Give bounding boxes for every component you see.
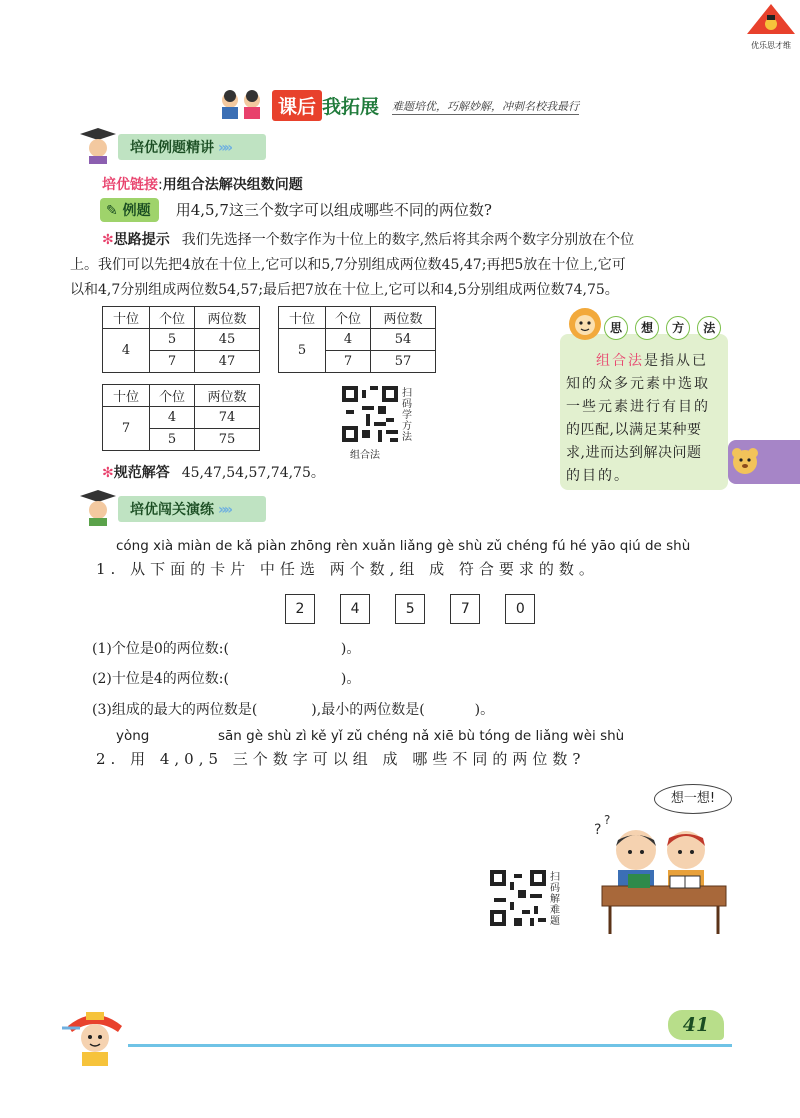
table-cell: 74 xyxy=(195,407,260,429)
q1-pinyin: cóng xià miàn de kǎ piàn zhōng rèn xuǎn liǎng gè shù zǔ chéng fú hé yāo qiú de shù xyxy=(116,538,691,554)
hint-line1: 我们先选择一个数字作为十位上的数字,然后将其余两个数字分别放在个位 xyxy=(181,232,635,248)
method-line: 的目的。 xyxy=(566,468,630,484)
link-text: 用组合法解决组数问题 xyxy=(162,177,303,193)
table-cell: 54 xyxy=(371,329,436,351)
bear-face-icon xyxy=(730,446,760,476)
method-title xyxy=(604,316,721,340)
section1-title: 培优例题精讲 xyxy=(130,140,214,156)
q1-sub3-text: (3)组成的最大的两位数是( xyxy=(92,702,258,718)
q2-pinyin-b: sān gè shù zì kě yǐ zǔ chéng nǎ xiē bù tóng de liǎng wèi shù xyxy=(218,728,625,744)
table-cell: 5 xyxy=(150,329,195,351)
hint-block xyxy=(70,228,750,303)
q2-text: 2. 用 4,0,5 三个数字可以组 成 哪些不同的两位数? xyxy=(96,750,586,768)
link-line: 培优链接:用组合法解决组数问题 xyxy=(102,177,303,193)
table-cell: 7 xyxy=(150,351,195,373)
link-label: 培优链接 xyxy=(102,177,158,193)
svg-text:?: ? xyxy=(594,822,602,838)
method-title-char: 思 xyxy=(604,316,628,340)
section2-title: 培优闯关演练 xyxy=(130,502,214,518)
graduate-boy-icon xyxy=(76,488,116,526)
table-cell: 5 xyxy=(279,329,326,373)
banner-title-part2: 我拓展 xyxy=(322,96,380,118)
page-number: 41 xyxy=(682,1014,710,1036)
table-header: 个位 xyxy=(150,307,195,329)
method-line: 求,进而达到解决问题 xyxy=(566,445,702,461)
table-cell: 7 xyxy=(103,407,150,451)
lion-mascot-icon xyxy=(566,304,604,342)
method-line: 知的众多元素中选取 xyxy=(566,376,710,392)
table-header: 两位数 xyxy=(195,385,260,407)
place-value-table-1 xyxy=(102,306,260,373)
answer-text: 45,47,54,57,74,75。 xyxy=(181,465,325,481)
method-line: 一些元素进行有目的 xyxy=(566,399,710,415)
qr-code-method[interactable] xyxy=(342,386,398,446)
method-line: 的匹配,以满足某种要 xyxy=(566,422,702,438)
table-header: 十位 xyxy=(103,307,150,329)
table-cell: 4 xyxy=(150,407,195,429)
method-title-char: 方 xyxy=(666,316,690,340)
double-chevron-icon: »» xyxy=(218,140,231,156)
qr1-side-label: 扫码学方法 xyxy=(402,388,412,443)
table-header: 十位 xyxy=(103,385,150,407)
flower-icon: ✻ xyxy=(102,232,114,248)
number-card[interactable]: 4 xyxy=(340,594,370,624)
qr2-side-label: 扫码解难题 xyxy=(550,872,560,927)
corner-logo-caption: 优乐思才维 xyxy=(751,41,791,50)
q1-sub3 xyxy=(92,699,494,719)
triangle-logo-icon xyxy=(745,2,797,36)
answer-line xyxy=(102,462,325,482)
example-badge: ✎ 例题 xyxy=(100,198,159,222)
flower-icon: ✻ xyxy=(102,465,114,481)
q1-sub3-mid: ),最小的两位数是( xyxy=(311,702,425,718)
hint-line3: 以和4,7分别组成两位数54,57;最后把7放在十位上,它可以和4,5分别组成两位数74,75。 xyxy=(70,282,619,298)
q1-sub2 xyxy=(92,668,360,688)
header-banner xyxy=(218,88,588,122)
page-number-badge xyxy=(668,1010,724,1040)
table-cell: 47 xyxy=(195,351,260,373)
q1-sub3-end: )。 xyxy=(474,702,495,718)
corner-logo xyxy=(745,2,797,48)
method-text xyxy=(566,350,724,488)
qr-code-icon xyxy=(342,386,398,442)
number-card[interactable]: 0 xyxy=(505,594,535,624)
hint-line2: 上。我们可以先把4放在十位上,它可以和5,7分别组成两位数45,47;再把5放在十位上,它可 xyxy=(70,257,626,273)
pencil-icon: ✎ xyxy=(106,203,118,219)
table-cell: 4 xyxy=(103,329,150,373)
table-cell: 4 xyxy=(326,329,371,351)
number-card[interactable]: 2 xyxy=(285,594,315,624)
table-cell: 45 xyxy=(195,329,260,351)
q1-text: 1. 从下面的卡片 中任选 两个数,组 成 符合要求的数。 xyxy=(96,560,599,578)
table-header: 两位数 xyxy=(371,307,436,329)
q1-sub1 xyxy=(92,638,360,658)
table-header: 两位数 xyxy=(195,307,260,329)
qr1-caption: 组合法 xyxy=(350,450,380,461)
number-card[interactable]: 5 xyxy=(395,594,425,624)
double-chevron-icon: »» xyxy=(218,502,231,518)
kids-illustration-icon xyxy=(218,88,270,120)
banner-slogan: 难题培优，巧解妙解，冲刺名校我最行 xyxy=(392,100,579,113)
table-cell: 75 xyxy=(195,429,260,451)
table-cell: 5 xyxy=(150,429,195,451)
qr-code-icon xyxy=(490,870,546,926)
method-term: 组合法 xyxy=(596,353,644,369)
method-line: 是指从已 xyxy=(644,353,708,369)
table-header: 个位 xyxy=(150,385,195,407)
method-title-char: 法 xyxy=(697,316,721,340)
number-card[interactable]: 7 xyxy=(450,594,480,624)
kids-studying-illustration xyxy=(588,810,738,940)
banner-title-part1: 课后 xyxy=(272,90,322,121)
table-header: 个位 xyxy=(326,307,371,329)
q1-sub2-end: )。 xyxy=(340,671,361,687)
table-header: 十位 xyxy=(279,307,326,329)
footer-line xyxy=(128,1044,732,1047)
number-cards xyxy=(285,594,535,624)
graduate-girl-icon xyxy=(76,126,116,164)
q1-sub1-text: (1)个位是0的两位数:( xyxy=(92,641,229,657)
q1-sub1-end: )。 xyxy=(340,641,361,657)
table-cell: 57 xyxy=(371,351,436,373)
qr-code-problem[interactable] xyxy=(490,870,546,930)
example-text: 用4,5,7这三个数字可以组成哪些不同的两位数? xyxy=(175,201,492,219)
q1-sub2-text: (2)十位是4的两位数:( xyxy=(92,671,229,687)
svg-text:?: ? xyxy=(604,813,611,827)
mascot-boy-icon xyxy=(60,1006,130,1066)
method-title-char: 想 xyxy=(635,316,659,340)
thought-bubble-text: 想一想! xyxy=(670,791,716,806)
hint-label: 思路提示 xyxy=(113,232,170,248)
table-cell: 7 xyxy=(326,351,371,373)
place-value-table-3 xyxy=(102,384,260,451)
q2-pinyin-a: yòng xyxy=(116,728,150,744)
answer-label: 规范解答 xyxy=(113,465,170,481)
place-value-table-2 xyxy=(278,306,436,373)
example-line xyxy=(100,198,492,222)
